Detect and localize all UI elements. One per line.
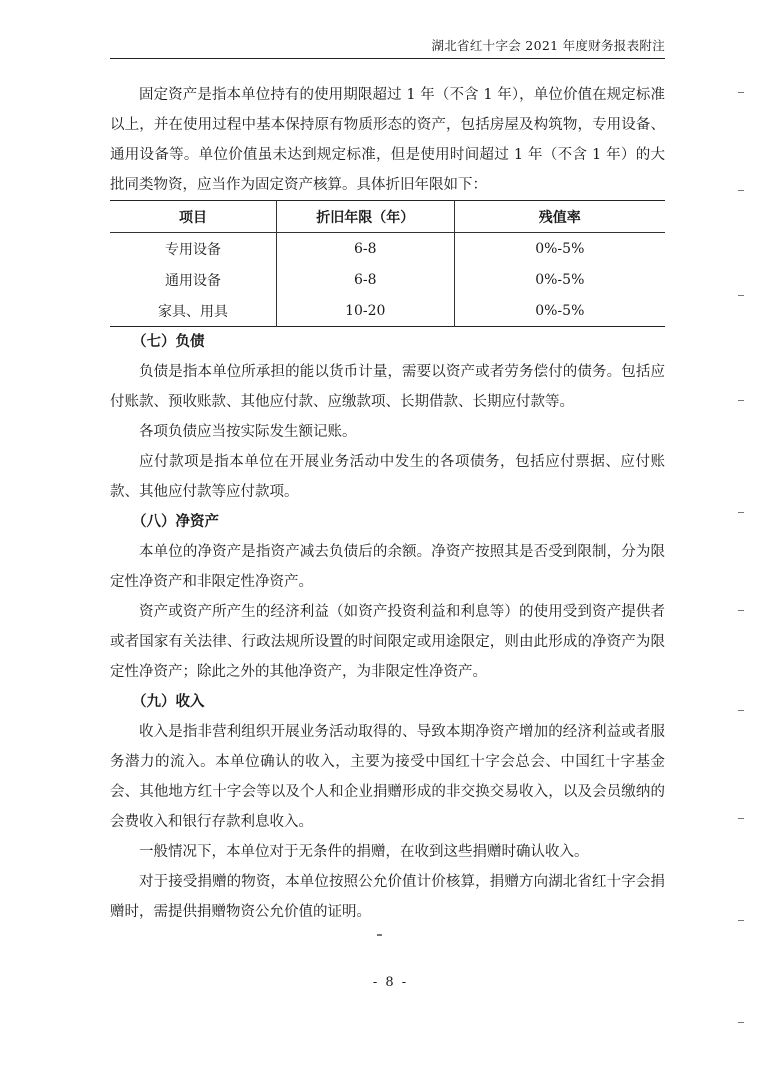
page-number: - 8 - xyxy=(372,975,409,990)
net-assets-paragraph: 本单位的净资产是指资产减去负债后的余额。净资产按照其是否受到限制，分为限定性净资产和非限定性净资产。 xyxy=(110,544,665,590)
table-cell: 家具、用具 xyxy=(158,303,228,320)
page-header: 湖北省红十字会 2021 年度财务报表附注 xyxy=(431,38,665,53)
net-assets-paragraph: 资产或资产所产生的经济利益（如资产投资利益和利息等）的使用受到资产提供者或者国家有关法律、行政法规所设置的时间限定或用途限定，则由此形成的净资产为限定性净资产；除此之外的其他净资产，为非限定性净资产。 xyxy=(110,604,665,680)
table-cell: 10-20 xyxy=(277,295,455,327)
liabilities-paragraph: 各项负债应当按实际发生额记账。 xyxy=(139,424,357,440)
scan-mark xyxy=(738,295,744,296)
income-paragraph: 收入是指非营利组织开展业务活动取得的、导致本期净资产增加的经济利益或者服务潜力的流入。本单位确认的收入，主要为接受中国红十字会总会、中国红十字基金会、其他地方红十字会等以及个人和企业捐赠形成的非交换交易收入，以及会员缴纳的会费收入和银行存款利息收入。 xyxy=(110,724,665,830)
scan-mark xyxy=(738,920,744,921)
table-header-residual-rate: 残值率 xyxy=(454,201,665,233)
liabilities-paragraph: 应付款项是指本单位在开展业务活动中发生的各项债务，包括应付票据、应付账款、其他应付款等应付款项。 xyxy=(110,454,665,500)
table-cell: 通用设备 xyxy=(165,272,221,289)
scan-mark xyxy=(738,710,744,711)
table-cell: 0%-5% xyxy=(454,295,665,327)
liabilities-heading: （七）负债 xyxy=(132,333,205,350)
scan-mark xyxy=(738,1022,744,1023)
table-row xyxy=(110,264,665,295)
scan-mark xyxy=(738,400,744,401)
scan-mark xyxy=(738,92,744,93)
document-body xyxy=(110,80,665,927)
liabilities-paragraph: 负债是指本单位所承担的能以货币计量，需要以资产或者劳务偿付的债务。包括应付账款、预收账款、其他应付款、应缴款项、长期借款、长期应付款等。 xyxy=(110,364,665,410)
scan-mark xyxy=(738,818,744,819)
fixed-assets-paragraph: 固定资产是指本单位持有的使用期限超过 1 年（不含 1 年），单位价值在规定标准以上，并在使用过程中基本保持原有物质形态的资产，包括房屋及构筑物，专用设备、通用设备等。单位价值虽未达到规定标准，但是使用时间超过 1 年（不含 1 年）的大批同类物资，应当作为固定资产核算。具体折旧年限如下： xyxy=(110,87,665,193)
table-cell: 6-8 xyxy=(277,233,455,265)
table-row xyxy=(110,233,665,265)
income-paragraph: 一般情况下，本单位对于无条件的捐赠，在收到这些捐赠时确认收入。 xyxy=(139,844,589,860)
table-header-item: 项目 xyxy=(110,201,277,233)
income-heading: （九）收入 xyxy=(132,693,205,710)
table-header-row xyxy=(110,201,665,233)
scan-mark xyxy=(738,512,744,513)
scan-mark xyxy=(738,190,744,191)
header-divider xyxy=(110,58,665,59)
scan-mark xyxy=(738,610,744,611)
table-cell: 0%-5% xyxy=(454,264,665,295)
table-cell: 6-8 xyxy=(277,264,455,295)
depreciation-table xyxy=(110,200,665,327)
scan-mark xyxy=(377,934,382,936)
table-row xyxy=(110,295,665,327)
table-header-years: 折旧年限（年） xyxy=(277,201,455,233)
net-assets-heading: （八）净资产 xyxy=(132,513,219,530)
income-paragraph: 对于接受捐赠的物资，本单位按照公允价值计价核算，捐赠方向湖北省红十字会捐赠时，需提供捐赠物资公允价值的证明。 xyxy=(110,874,665,920)
table-cell: 专用设备 xyxy=(165,241,221,258)
table-cell: 0%-5% xyxy=(454,233,665,265)
